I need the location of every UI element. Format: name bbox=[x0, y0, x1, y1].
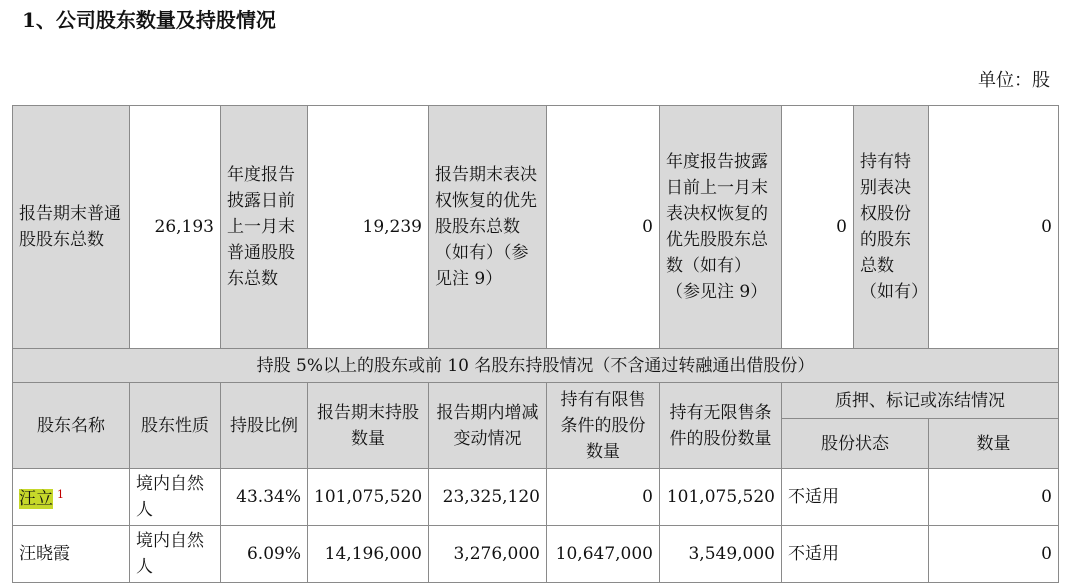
unit-label: 单位：股 bbox=[978, 70, 1050, 91]
col-header-name: 股东名称 bbox=[13, 383, 130, 469]
table-row bbox=[13, 469, 1059, 526]
section-header: 持股 5%以上的股东或前 10 名股东持股情况（不含通过转融通出借股份） bbox=[13, 349, 1059, 383]
col-header-pledge-group: 质押、标记或冻结情况 bbox=[782, 383, 1059, 419]
special-vote-label: 持有特别表决权股份的股东总数（如有） bbox=[854, 106, 929, 349]
restricted-shares: 0 bbox=[547, 469, 660, 526]
restored-pref-value: 0 bbox=[547, 106, 660, 349]
col-header-change: 报告期内增减变动情况 bbox=[429, 383, 547, 469]
shares-end: 101,075,520 bbox=[308, 469, 429, 526]
shareholder-name: 汪晓霞 bbox=[13, 526, 130, 583]
col-header-ratio: 持股比例 bbox=[221, 383, 308, 469]
shareholder-table bbox=[12, 105, 1059, 583]
pledge-status: 不适用 bbox=[782, 469, 929, 526]
pledge-qty: 0 bbox=[929, 526, 1059, 583]
shareholder-name-cell bbox=[13, 469, 130, 526]
shareholder-name: 汪立 bbox=[19, 489, 53, 510]
col-header-nature: 股东性质 bbox=[130, 383, 221, 469]
shares-change: 3,276,000 bbox=[429, 526, 547, 583]
unrestricted-shares: 101,075,520 bbox=[660, 469, 782, 526]
unrestricted-shares: 3,549,000 bbox=[660, 526, 782, 583]
shares-change: 23,325,120 bbox=[429, 469, 547, 526]
col-header-shares-end: 报告期末持股数量 bbox=[308, 383, 429, 469]
section-header-row bbox=[13, 349, 1059, 383]
col-header-restricted: 持有有限售条件的股份数量 bbox=[547, 383, 660, 469]
shares-end: 14,196,000 bbox=[308, 526, 429, 583]
prior-month-holders-label: 年度报告披露日前上一月末普通股股东总数 bbox=[221, 106, 308, 349]
note-marker: 1 bbox=[57, 487, 64, 501]
pledge-status: 不适用 bbox=[782, 526, 929, 583]
prior-month-holders-value: 19,239 bbox=[308, 106, 429, 349]
holding-ratio: 43.34% bbox=[221, 469, 308, 526]
section-title: 1、公司股东数量及持股情况 bbox=[22, 8, 276, 32]
column-header-row bbox=[13, 383, 1059, 419]
total-holders-value: 26,193 bbox=[130, 106, 221, 349]
total-holders-label: 报告期末普通股股东总数 bbox=[13, 106, 130, 349]
col-header-pledge-status: 股份状态 bbox=[782, 419, 929, 469]
prior-month-pref-label: 年度报告披露日前上一月末表决权恢复的优先股股东总数（如有）（参见注 9） bbox=[660, 106, 782, 349]
restored-pref-label: 报告期末表决权恢复的优先股股东总数（如有）（参见注 9） bbox=[429, 106, 547, 349]
holding-ratio: 6.09% bbox=[221, 526, 308, 583]
prior-month-pref-value: 0 bbox=[782, 106, 854, 349]
summary-row bbox=[13, 106, 1059, 349]
special-vote-value: 0 bbox=[929, 106, 1059, 349]
restricted-shares: 10,647,000 bbox=[547, 526, 660, 583]
col-header-pledge-qty: 数量 bbox=[929, 419, 1059, 469]
pledge-qty: 0 bbox=[929, 469, 1059, 526]
shareholder-nature: 境内自然人 bbox=[130, 526, 221, 583]
shareholder-nature: 境内自然人 bbox=[130, 469, 221, 526]
table-row bbox=[13, 526, 1059, 583]
col-header-unrestricted: 持有无限售条件的股份数量 bbox=[660, 383, 782, 469]
